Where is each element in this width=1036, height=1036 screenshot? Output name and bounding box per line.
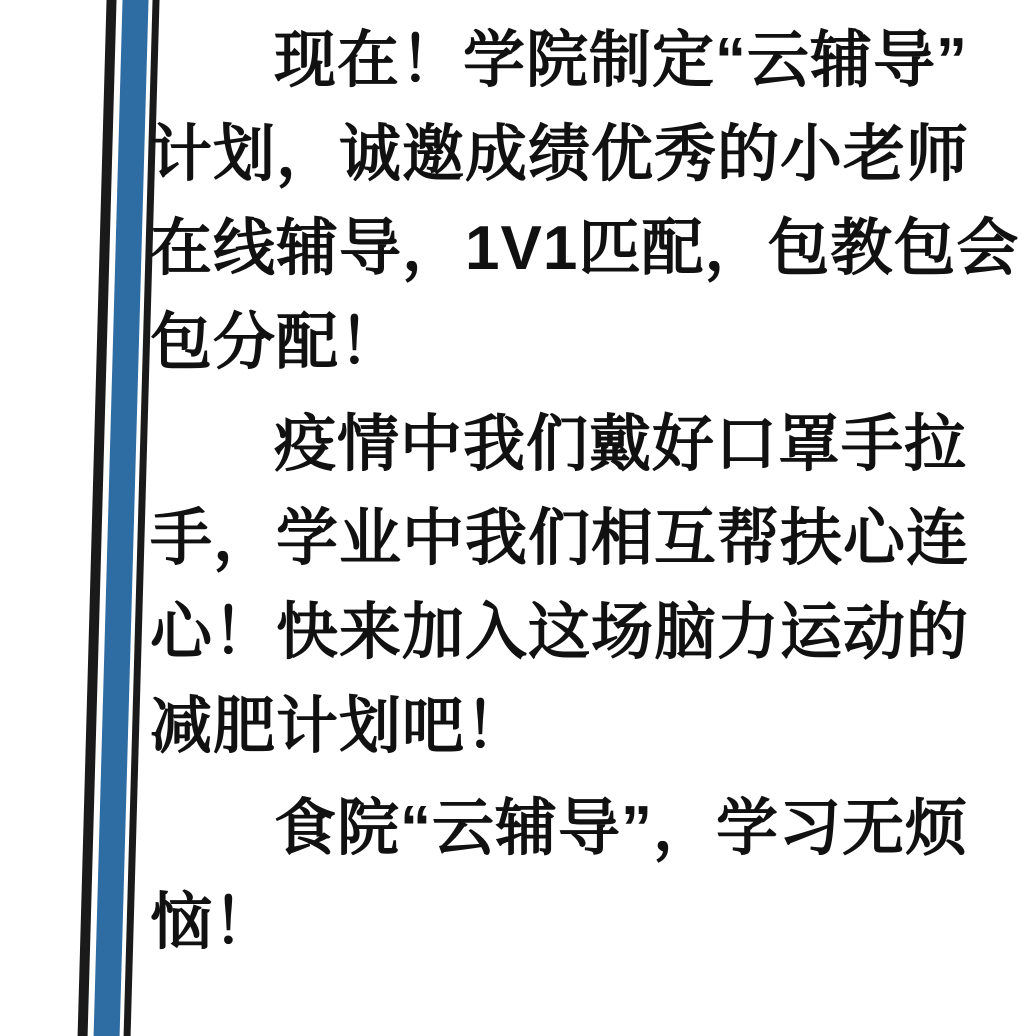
paragraph-3: 食院“云辅导”，学习无烦恼！ [150, 794, 969, 957]
body-text-column [150, 0, 1036, 1036]
paragraph-2: 疫情中我们戴好口罩手拉手，学业中我们相互帮扶心连心！快来加入这场脑力运动的减肥计划吧！ [150, 410, 970, 761]
paragraph-1: 现在！学院制定“云辅导”计划，诚邀成绩优秀的小老师在线辅导，1V1匹配，包教包会包分配！ [150, 26, 1020, 377]
